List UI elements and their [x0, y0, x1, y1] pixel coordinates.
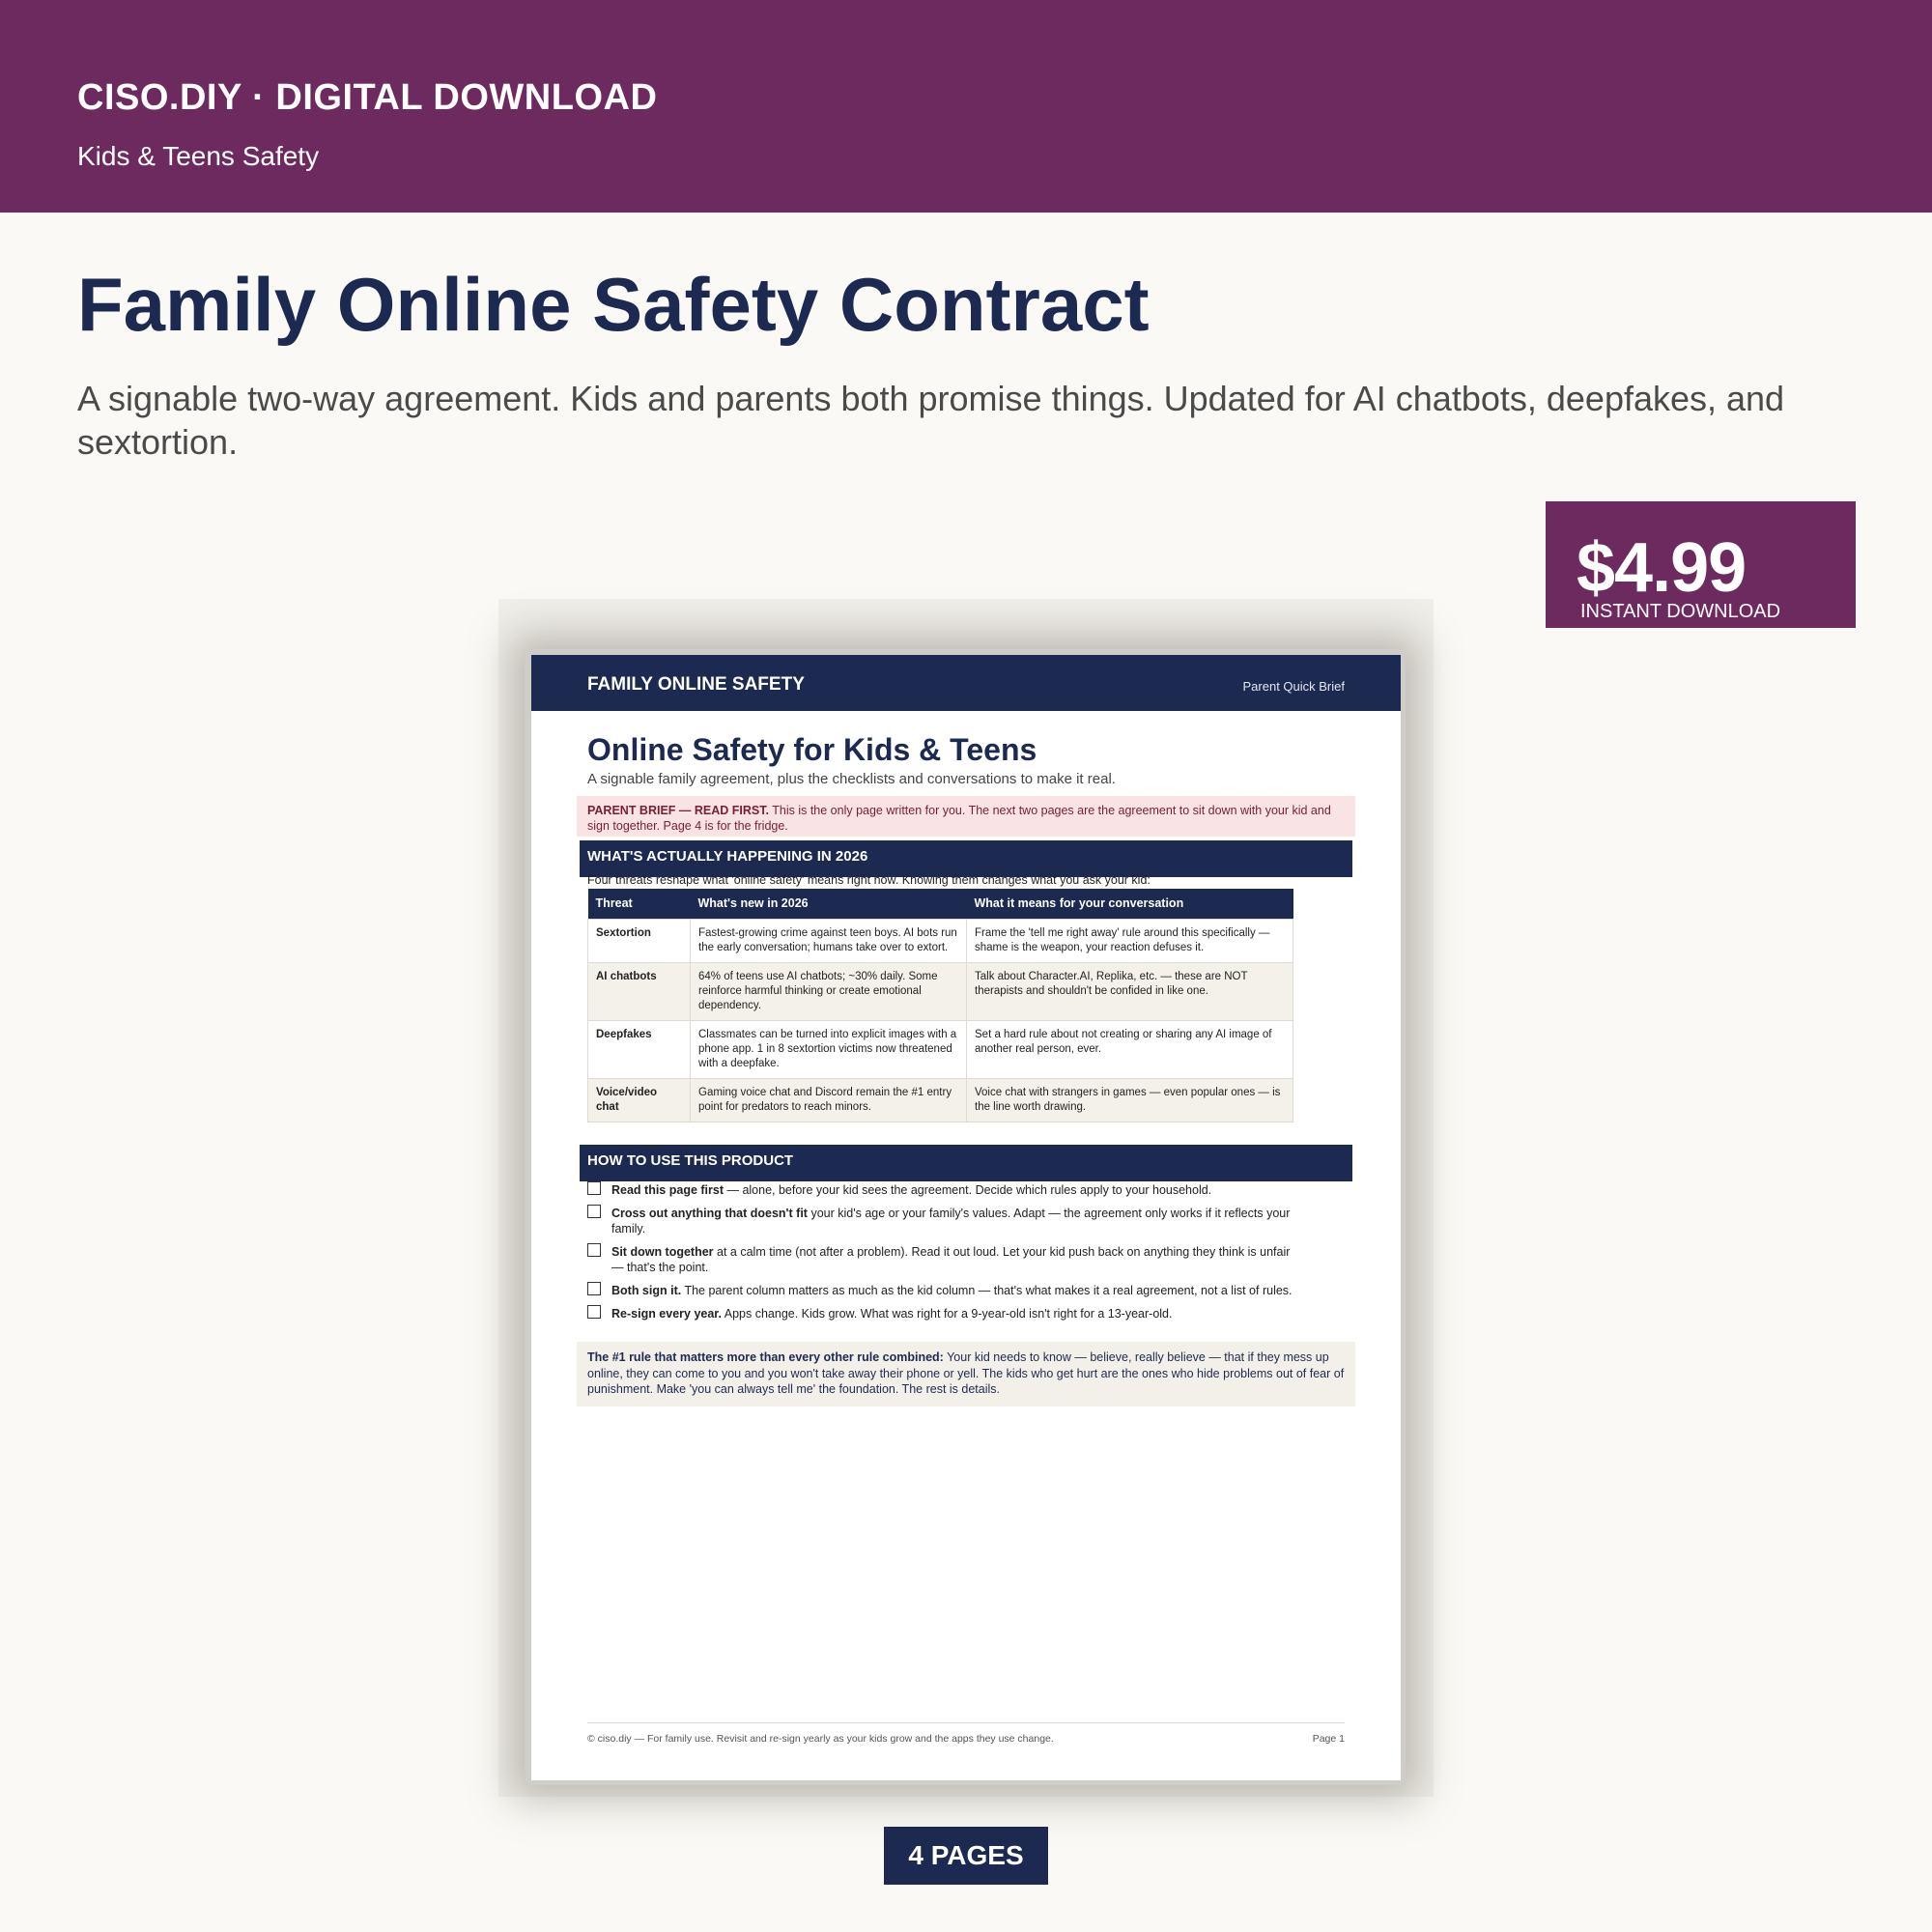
threat-cell: Sextortion	[588, 919, 691, 962]
number-one-rule-callout	[577, 1342, 1355, 1406]
column-header-threat: Threat	[588, 889, 691, 919]
list-item	[587, 1283, 1302, 1298]
price-amount: $4.99	[1577, 529, 1747, 607]
document-title: Online Safety for Kids & Teens	[587, 732, 1037, 767]
step-text: The parent column matters as much as the kid column — that's what makes it a real agreement, not a list of rules.	[681, 1284, 1293, 1297]
table-header-row	[588, 889, 1293, 919]
step-text: your kid's age or your family's values. Adapt — the agreement only works if it reflects your family.	[611, 1207, 1291, 1236]
parent-brief-note	[577, 796, 1355, 837]
step-text: — alone, before your kid sees the agreement. Decide which rules apply to your household.	[724, 1183, 1212, 1197]
section-header-threats: WHAT'S ACTUALLY HAPPENING IN 2026	[580, 840, 1352, 877]
step-bold-text: Cross out anything that doesn't fit	[611, 1207, 808, 1220]
step-bold-text: Re-sign every year.	[611, 1307, 722, 1321]
checkbox-icon	[587, 1205, 601, 1218]
step-bold-text: Both sign it.	[611, 1284, 682, 1297]
whats-new-cell: Fastest-growing crime against teen boys. AI bots run the early conversation; humans take over to extort.	[691, 919, 967, 962]
whats-new-cell: Gaming voice chat and Discord remain the #1 entry point for predators to reach minors.	[691, 1078, 967, 1122]
list-item	[587, 1306, 1302, 1321]
document-header-label: Parent Quick Brief	[1242, 679, 1345, 694]
document-preview[interactable]	[531, 655, 1401, 1780]
meaning-cell: Voice chat with strangers in games — even popular ones — is the line worth drawing.	[967, 1078, 1293, 1122]
step-text: Apps change. Kids grow. What was right for a 9-year-old isn't right for a 13-year-old.	[721, 1307, 1173, 1321]
footer-page-number: Page 1	[1312, 1733, 1345, 1745]
list-item	[587, 1206, 1302, 1236]
list-item	[587, 1244, 1302, 1275]
meaning-cell: Frame the 'tell me right away' rule around this specifically — shame is the weapon, your reaction defuses it.	[967, 919, 1293, 962]
footer-copyright: © ciso.diy — For family use. Revisit and re-sign yearly as your kids grow and the apps they use change.	[587, 1733, 1054, 1745]
category-label[interactable]: Kids & Teens Safety	[77, 141, 320, 171]
checkbox-icon	[587, 1243, 601, 1257]
document-header	[531, 655, 1401, 711]
step-text: at a calm time (not after a problem). Read it out loud. Let your kid push back on anything they think is unfair — that's the point.	[611, 1245, 1291, 1274]
table-row	[588, 1078, 1293, 1122]
brand-label[interactable]: CISO.DIY · DIGITAL DOWNLOAD	[77, 77, 658, 118]
callout-lead: The #1 rule that matters more than every other rule combined:	[587, 1350, 944, 1364]
whats-new-cell: 64% of teens use AI chatbots; ~30% daily. Some reinforce harmful thinking or create emotional dependency.	[691, 962, 967, 1020]
threat-cell: Deepfakes	[588, 1020, 691, 1078]
threat-cell: Voice/video chat	[588, 1078, 691, 1122]
whats-new-cell: Classmates can be turned into explicit images with a phone app. 1 in 8 sextortion victims now threatened with a deepfake.	[691, 1020, 967, 1078]
price-box[interactable]	[1546, 501, 1856, 628]
how-to-checklist	[587, 1182, 1302, 1329]
pages-badge: 4 PAGES	[884, 1827, 1048, 1885]
table-row	[588, 1020, 1293, 1078]
column-header-new: What's new in 2026	[691, 889, 967, 919]
threat-table	[587, 889, 1293, 1122]
top-banner	[0, 0, 1932, 213]
checkbox-icon	[587, 1181, 601, 1195]
meaning-cell: Talk about Character.AI, Replika, etc. — these are NOT therapists and shouldn't be confided in like one.	[967, 962, 1293, 1020]
table-row	[588, 919, 1293, 962]
parent-brief-text: This is the only page written for you. The next two pages are the agreement to sit down with your kid and sign together. Page 4 is for the fridge.	[587, 804, 1331, 833]
callout-text: Your kid needs to know — believe, really believe — that if they mess up online, they can come to you and you won't take away their phone or yell. The kids who get hurt are the ones who hide problems out of fear of punishment. Make 'you can always tell me' the foundation. The rest is details.	[587, 1350, 1345, 1396]
checkbox-icon	[587, 1282, 601, 1295]
product-subtitle: A signable two-way agreement. Kids and parents both promise things. Updated for AI chatbots, deepfakes, and sextortion.	[77, 379, 1785, 462]
document-subtitle: A signable family agreement, plus the checklists and conversations to make it real.	[587, 771, 1116, 787]
threat-cell: AI chatbots	[588, 962, 691, 1020]
step-bold-text: Sit down together	[611, 1245, 714, 1259]
product-title: Family Online Safety Contract	[77, 262, 1150, 347]
list-item	[587, 1182, 1302, 1198]
column-header-means: What it means for your conversation	[967, 889, 1293, 919]
section-header-how-to-use: HOW TO USE THIS PRODUCT	[580, 1145, 1352, 1181]
step-bold-text: Read this page first	[611, 1183, 724, 1197]
footer-divider	[587, 1722, 1345, 1723]
price-note: INSTANT DOWNLOAD	[1580, 601, 1781, 622]
threats-intro: Four threats reshape what 'online safety' means right now. Knowing them changes what you ask your kid:	[587, 873, 1151, 887]
checkbox-icon	[587, 1305, 601, 1319]
document-header-title: FAMILY ONLINE SAFETY	[587, 674, 805, 695]
parent-brief-lead: PARENT BRIEF — READ FIRST.	[587, 804, 769, 817]
meaning-cell: Set a hard rule about not creating or sharing any AI image of another real person, ever.	[967, 1020, 1293, 1078]
table-row	[588, 962, 1293, 1020]
